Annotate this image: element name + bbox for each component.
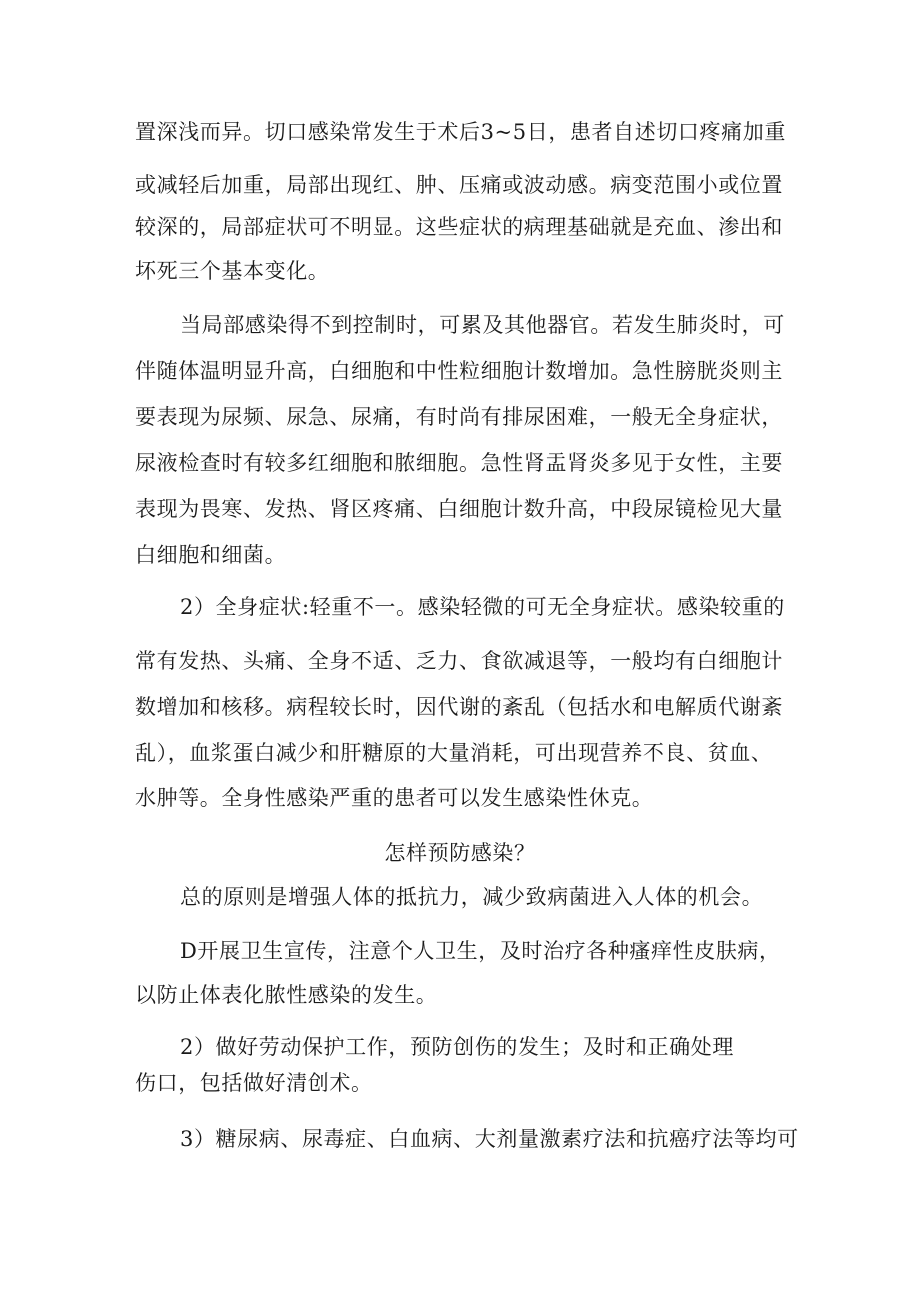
- text-line: 乱），血浆蛋白减少和肝糖原的大量消耗，可出现营养不良、贫血、: [135, 741, 773, 765]
- text-line: D开展卫生宣传，注意个人卫生，及时治疗各种瘙痒性皮肤病，: [180, 939, 781, 963]
- text-line: 数增加和核移。病程较长时，因代谢的紊乱（包括水和电解质代谢紊: [135, 695, 783, 719]
- text-line: 常有发热、头痛、全身不适、乏力、食欲减退等，一般均有白细胞计: [135, 649, 783, 673]
- text-line: 要表现为尿频、尿急、尿痛，有时尚有排尿困难，一般无全身症状，: [135, 405, 783, 429]
- text-line: 3）糖尿病、尿毒症、白血病、大剂量激素疗法和抗癌疗法等均可: [180, 1127, 799, 1151]
- text-line: 伴随体温明显升高，白细胞和中性粒细胞计数增加。急性膀胱炎则主: [135, 359, 783, 383]
- text-line: 2）全身症状:轻重不一。感染轻微的可无全身症状。感染较重的: [180, 595, 785, 619]
- text-line: 伤口，包括做好清创术。: [135, 1071, 373, 1095]
- text-line: 2）做好劳动保护工作，预防创伤的发生；及时和正确处理: [180, 1035, 734, 1059]
- text-line: 坏死三个基本变化。: [135, 259, 330, 283]
- section-heading: 怎样预防感染？: [384, 841, 536, 865]
- text-line: 当局部感染得不到控制时，可累及其他器官。若发生肺炎时，可: [180, 313, 785, 337]
- text-line: 以防止体表化脓性感染的发生。: [135, 983, 438, 1007]
- text-line: 或减轻后加重，局部出现红、肿、压痛或波动感。病变范围小或位置: [135, 173, 783, 197]
- text-line: 置深浅而异。切口感染常发生于术后3~5日，患者自述切口疼痛加重: [135, 120, 786, 144]
- text-line: 水肿等。全身性感染严重的患者可以发生感染性休克。: [135, 786, 654, 810]
- text-line: 较深的，局部症状可不明显。这些症状的病理基础就是充血、渗出和: [135, 215, 783, 239]
- text-line: 总的原则是增强人体的抵抗力，减少致病菌进入人体的机会。: [180, 885, 764, 909]
- text-line: 尿液检查时有较多红细胞和脓细胞。急性肾盂肾炎多见于女性，主要: [135, 451, 783, 475]
- text-line: 白细胞和细菌。: [135, 543, 287, 567]
- text-line: 表现为畏寒、发热、肾区疼痛、白细胞计数升高，中段尿镜检见大量: [135, 497, 783, 521]
